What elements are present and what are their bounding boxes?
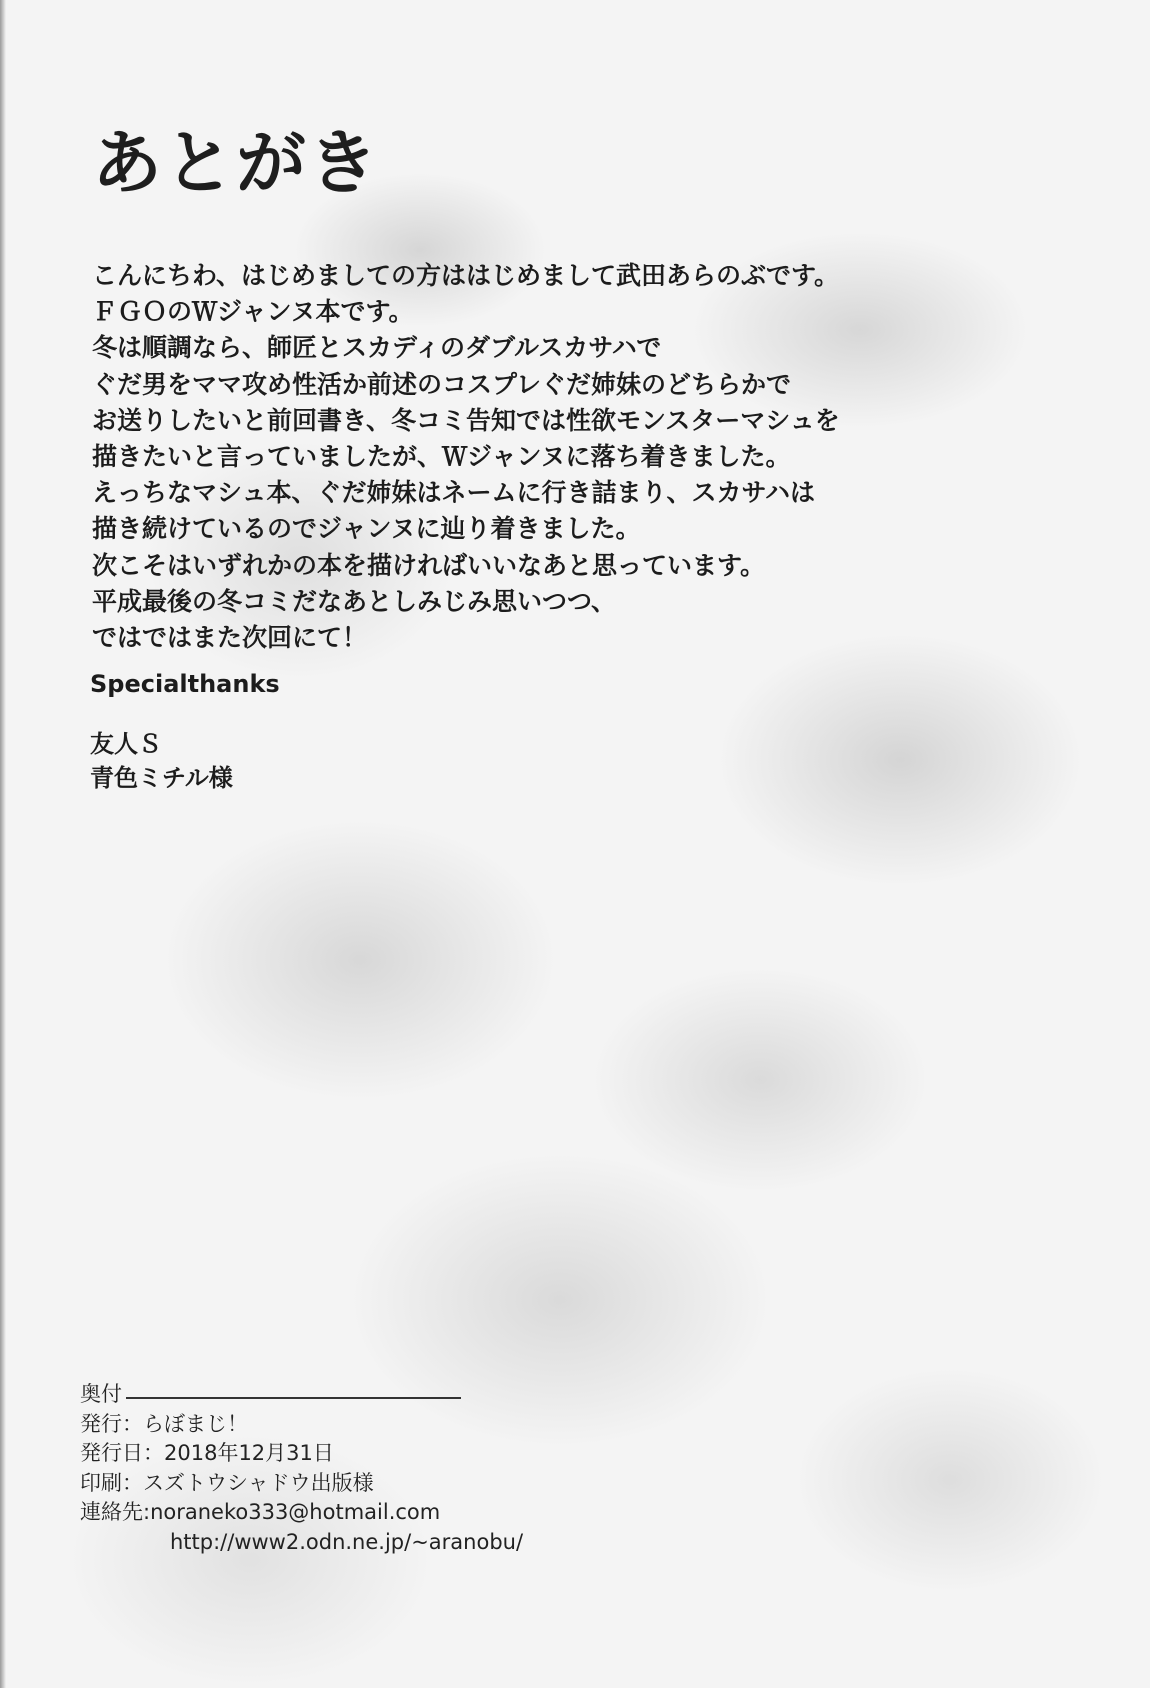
afterword-line: ではではまた次回にて！ [92,623,368,653]
afterword-line: こんにちわ、はじめましての方ははじめまして武田あらのぶです。 [92,261,840,290]
afterword-line: ＦＧＯのＷジャンヌ本です。 [92,297,414,327]
colophon-header [80,1380,600,1410]
afterword-line: お送りしたいと前回書き、冬コミ告知では性欲モンスターマシュを [92,405,840,435]
page-title: あとがき [92,121,380,204]
afterword-body [92,258,1092,656]
colophon [80,1380,600,1557]
afterword-line: えっちなマシュ本、ぐだ姉妹はネームに行き詰まり、スカサハは [92,478,816,508]
colophon-title: 奥付 [80,1382,122,1406]
special-thanks-heading: Specialthanks [90,670,280,698]
page-edge-shadow [0,0,6,1688]
afterword-line: ぐだ男をママ攻め性活か前述のコスプレぐだ姉妹のどちらかで [92,369,792,399]
colophon-rule [126,1397,461,1399]
colophon-url: http://www2.odn.ne.jp/~aranobu/ [170,1529,524,1554]
afterword-line: 次こそはいずれかの本を描ければいいなあと思っています。 [92,550,766,580]
afterword-line: 描き続けているのでジャンヌに辿り着きました。 [92,514,641,544]
colophon-contact: 連絡先:noraneko333@hotmail.com [80,1500,441,1524]
thanks-name: 青色ミチル様 [90,764,233,792]
colophon-publisher: 発行：らぼまじ！ [80,1411,248,1436]
colophon-printer: 印刷：スズトウシャドウ出版様 [80,1470,374,1495]
thanks-name: 友人Ｓ [90,730,162,758]
special-thanks-list [90,727,233,795]
afterword-line: 平成最後の冬コミだなあとしみじみ思いつつ、 [92,586,617,616]
colophon-date: 発行日：2018年12月31日 [80,1441,334,1465]
afterword-line: 描きたいと言っていましたが、Ｗジャンヌに落ち着きました。 [92,442,791,472]
afterword-line: 冬は順調なら、師匠とスカディのダブルスカサハで [92,333,662,363]
